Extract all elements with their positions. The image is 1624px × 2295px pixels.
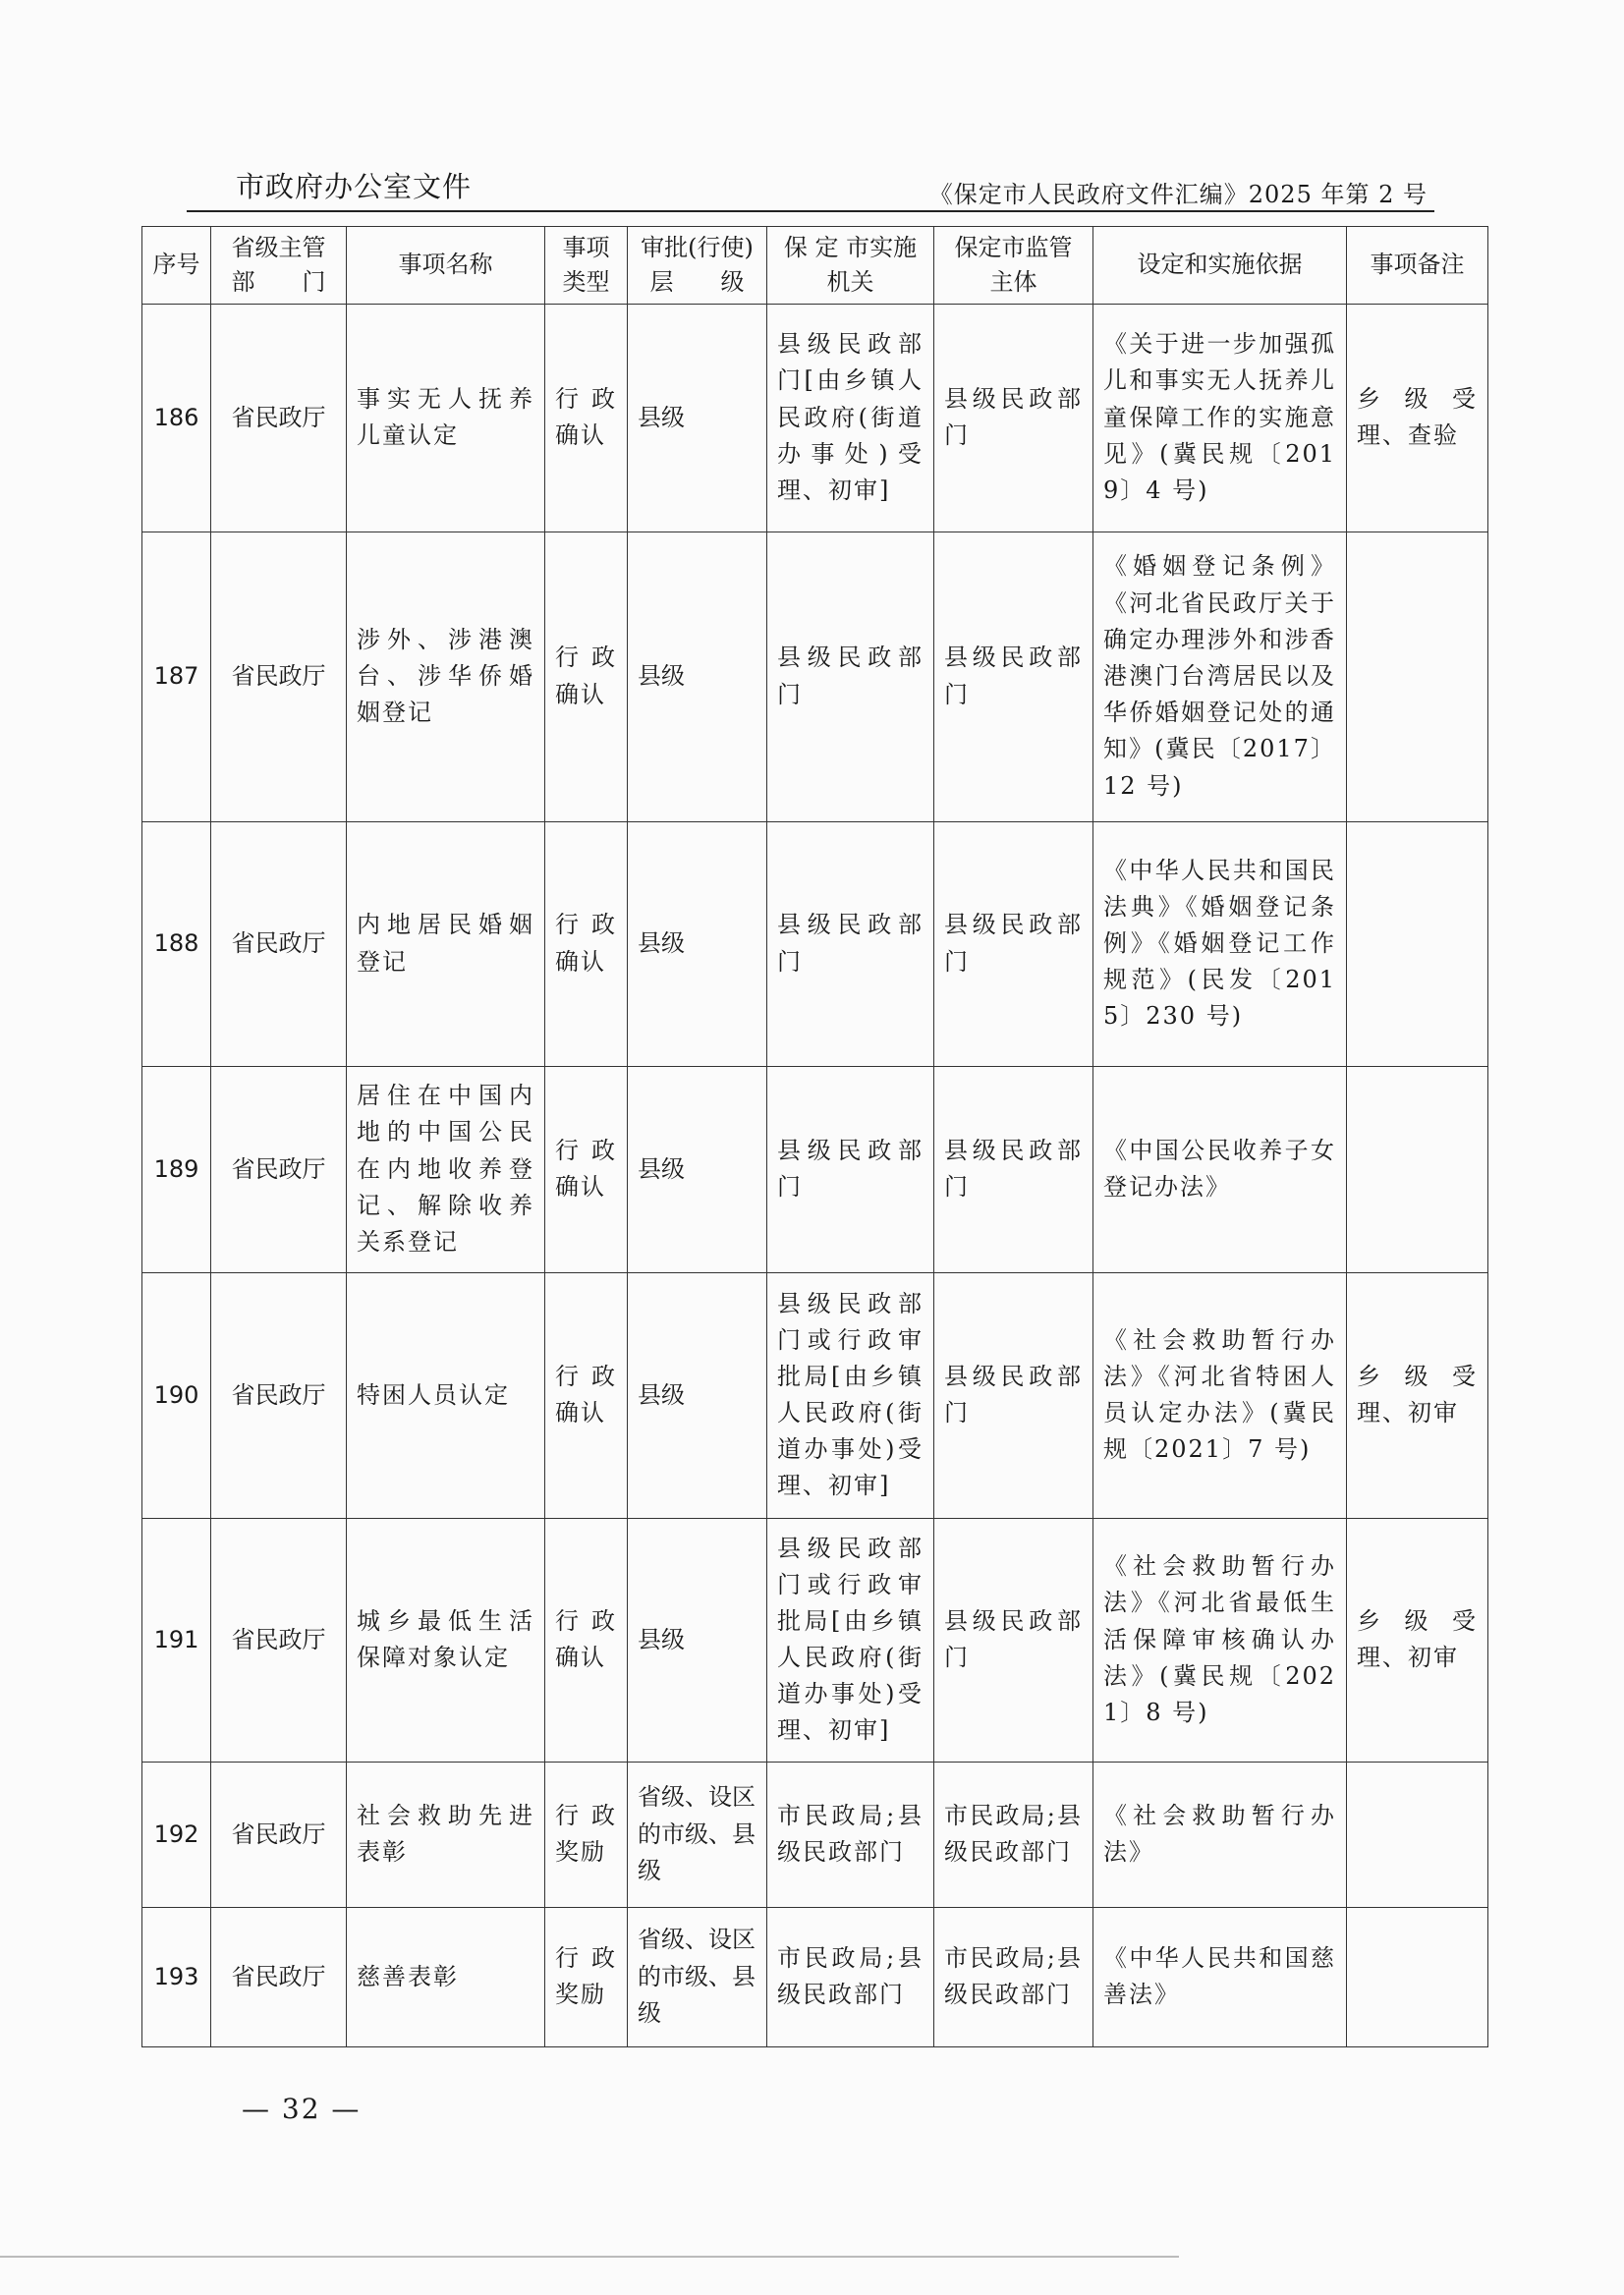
row-basis: 《中国公民收养子女登记办法》 xyxy=(1093,1066,1347,1272)
row-supervisor: 县级民政部门 xyxy=(934,1272,1093,1518)
col-header: 序号 xyxy=(142,227,211,305)
row-supervisor: 市民政局;县级民政部门 xyxy=(934,1907,1093,2046)
compilation-title: 《保定市人民政府文件汇编》2025 年第 2 号 xyxy=(928,181,1428,208)
row-agency: 县级民政部门 xyxy=(767,532,934,821)
col-header: 事项名称 xyxy=(347,227,545,305)
col-header: 设定和实施依据 xyxy=(1093,227,1347,305)
row-remark xyxy=(1347,1907,1488,2046)
table-row xyxy=(142,1272,1488,1518)
row-item-name: 城乡最低生活保障对象认定 xyxy=(347,1518,545,1762)
row-number: 186 xyxy=(142,304,211,532)
row-agency: 县级民政部门或行政审批局[由乡镇人民政府(街道办事处)受理、初审] xyxy=(767,1518,934,1762)
row-dept: 省民政厅 xyxy=(211,304,347,532)
row-item-name: 内地居民婚姻登记 xyxy=(347,821,545,1066)
row-number: 188 xyxy=(142,821,211,1066)
row-item-name: 慈善表彰 xyxy=(347,1907,545,2046)
col-header: 保 定 市实施机关 xyxy=(767,227,934,305)
row-item-type: 行政确认 xyxy=(545,532,628,821)
table-row xyxy=(142,1907,1488,2046)
row-item-type: 行政确认 xyxy=(545,304,628,532)
row-level: 县级 xyxy=(628,821,767,1066)
table-row xyxy=(142,532,1488,821)
row-dept: 省民政厅 xyxy=(211,1272,347,1518)
row-dept: 省民政厅 xyxy=(211,821,347,1066)
row-dept: 省民政厅 xyxy=(211,532,347,821)
col-header: 事项类型 xyxy=(545,227,628,305)
row-number: 192 xyxy=(142,1762,211,1907)
row-number: 191 xyxy=(142,1518,211,1762)
row-dept: 省民政厅 xyxy=(211,1518,347,1762)
row-number: 187 xyxy=(142,532,211,821)
row-remark xyxy=(1347,532,1488,821)
table-row xyxy=(142,1066,1488,1272)
row-dept: 省民政厅 xyxy=(211,1907,347,2046)
row-number: 189 xyxy=(142,1066,211,1272)
header-rule xyxy=(187,210,1434,212)
row-agency: 市民政局;县级民政部门 xyxy=(767,1907,934,2046)
table-row xyxy=(142,1518,1488,1762)
row-item-type: 行政奖励 xyxy=(545,1907,628,2046)
row-dept: 省民政厅 xyxy=(211,1762,347,1907)
col-header: 审批(行使)层 级 xyxy=(628,227,767,305)
col-header: 保定市监管主体 xyxy=(934,227,1093,305)
row-level: 省级、设区的市级、县级 xyxy=(628,1762,767,1907)
row-basis: 《中华人民共和国民法典》《婚姻登记条例》《婚姻登记工作规范》(民发〔2015〕230 号) xyxy=(1093,821,1347,1066)
row-item-name: 特困人员认定 xyxy=(347,1272,545,1518)
col-header: 省级主管部 门 xyxy=(211,227,347,305)
row-level: 县级 xyxy=(628,304,767,532)
row-level: 县级 xyxy=(628,1272,767,1518)
row-remark xyxy=(1347,1762,1488,1907)
table-row xyxy=(142,821,1488,1066)
row-number: 193 xyxy=(142,1907,211,2046)
row-item-name: 社会救助先进表彰 xyxy=(347,1762,545,1907)
row-number: 190 xyxy=(142,1272,211,1518)
row-supervisor: 市民政局;县级民政部门 xyxy=(934,1762,1093,1907)
table-row xyxy=(142,304,1488,532)
row-remark xyxy=(1347,821,1488,1066)
row-level: 县级 xyxy=(628,1066,767,1272)
row-item-name: 事实无人抚养儿童认定 xyxy=(347,304,545,532)
row-remark: 乡级受理、初审 xyxy=(1347,1518,1488,1762)
row-supervisor: 县级民政部门 xyxy=(934,821,1093,1066)
row-item-type: 行政确认 xyxy=(545,1066,628,1272)
row-supervisor: 县级民政部门 xyxy=(934,1066,1093,1272)
row-supervisor: 县级民政部门 xyxy=(934,532,1093,821)
row-agency: 县级民政部门 xyxy=(767,821,934,1066)
row-basis: 《社会救助暂行办法》 xyxy=(1093,1762,1347,1907)
row-basis: 《中华人民共和国慈善法》 xyxy=(1093,1907,1347,2046)
row-item-type: 行政奖励 xyxy=(545,1762,628,1907)
row-item-type: 行政确认 xyxy=(545,821,628,1066)
row-basis: 《关于进一步加强孤儿和事实无人抚养儿童保障工作的实施意见》(冀民规〔2019〕4 号) xyxy=(1093,304,1347,532)
row-item-type: 行政确认 xyxy=(545,1518,628,1762)
row-agency: 县级民政部门或行政审批局[由乡镇人民政府(街道办事处)受理、初审] xyxy=(767,1272,934,1518)
row-remark xyxy=(1347,1066,1488,1272)
row-supervisor: 县级民政部门 xyxy=(934,304,1093,532)
col-header: 事项备注 xyxy=(1347,227,1488,305)
row-item-name: 居住在中国内地的中国公民在内地收养登记、解除收养关系登记 xyxy=(347,1066,545,1272)
table-row xyxy=(142,1762,1488,1907)
row-agency: 县级民政部门 xyxy=(767,1066,934,1272)
row-level: 县级 xyxy=(628,1518,767,1762)
row-remark: 乡级受理、查验 xyxy=(1347,304,1488,532)
scan-edge-line xyxy=(0,2256,1179,2258)
page-number: — 32 — xyxy=(242,2093,362,2125)
row-supervisor: 县级民政部门 xyxy=(934,1518,1093,1762)
row-agency: 市民政局;县级民政部门 xyxy=(767,1762,934,1907)
document-source-label: 市政府办公室文件 xyxy=(236,170,473,203)
admin-items-table xyxy=(141,226,1488,2047)
row-remark: 乡级受理、初审 xyxy=(1347,1272,1488,1518)
row-level: 省级、设区的市级、县级 xyxy=(628,1907,767,2046)
row-item-name: 涉外、涉港澳台、涉华侨婚姻登记 xyxy=(347,532,545,821)
row-basis: 《婚姻登记条例》《河北省民政厅关于确定办理涉外和涉香港澳门台湾居民以及华侨婚姻登记处的通知》(冀民〔2017〕12 号) xyxy=(1093,532,1347,821)
row-dept: 省民政厅 xyxy=(211,1066,347,1272)
table-header-row xyxy=(142,227,1488,305)
row-item-type: 行政确认 xyxy=(545,1272,628,1518)
row-level: 县级 xyxy=(628,532,767,821)
row-basis: 《社会救助暂行办法》《河北省特困人员认定办法》(冀民规〔2021〕7 号) xyxy=(1093,1272,1347,1518)
row-basis: 《社会救助暂行办法》《河北省最低生活保障审核确认办法》(冀民规〔2021〕8 号) xyxy=(1093,1518,1347,1762)
row-agency: 县级民政部门[由乡镇人民政府(街道办事处)受理、初审] xyxy=(767,304,934,532)
